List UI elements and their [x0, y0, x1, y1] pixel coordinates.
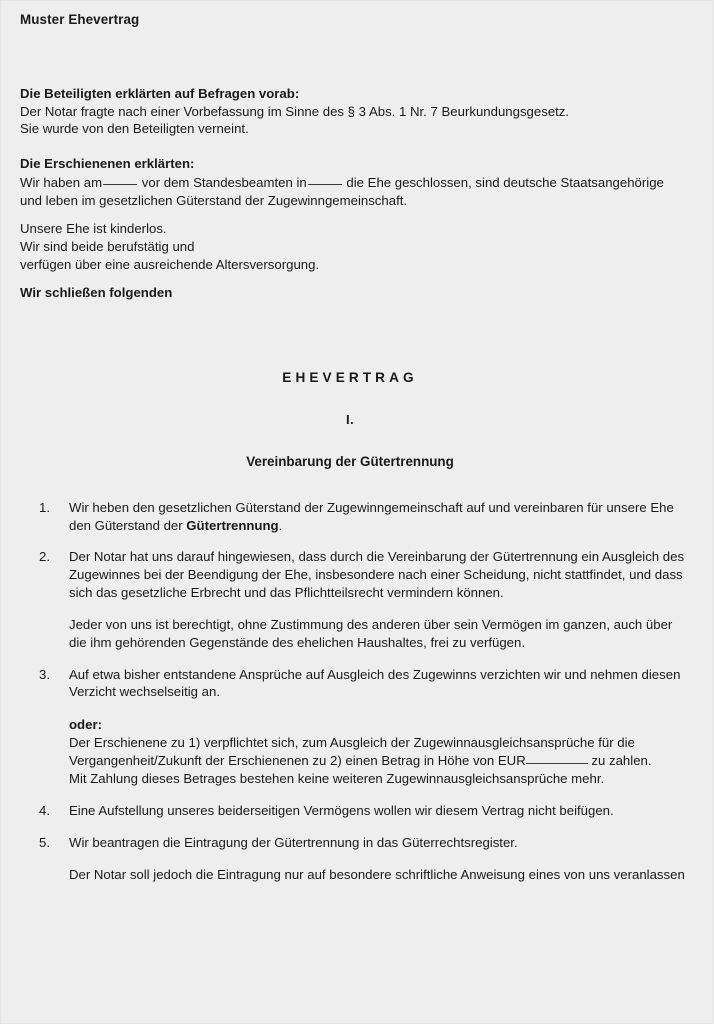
spacer	[15, 358, 685, 369]
clause-1-text-prefix: Wir heben den gesetzlichen Güterstand der Zugewinngemeinschaft auf und vereinbaren für unsere Ehe den Güterstand der	[69, 499, 674, 533]
alternative-line-2b: zu zahlen.	[591, 753, 652, 769]
alternative-line-2	[69, 751, 685, 770]
registry-office-blank[interactable]	[308, 173, 342, 185]
section-subtitle: Vereinbarung der Gütertrennung	[246, 453, 454, 469]
spacer	[20, 273, 685, 284]
clause-2-paragraph-2: Jeder von uns ist berechtigt, ohne Zustimmung des anderen über sein Vermögen im ganzen, auch über die ihm gehörenden Gegenstände des ehelichen Haushaltes, frei zu verfügen.	[69, 617, 673, 651]
list-item	[15, 834, 685, 884]
clause-2-paragraph-1: Der Notar hat uns darauf hingewiesen, dass durch die Vereinbarung der Gütertrennung ein Ausgleich des Zugewinnes bei der Beendigung der Ehe, insbesondere nach einer Scheidung, nicht stattfindet, und dass sich das gesetzliche Erbrecht und das Pflichtteilsrecht vermindern können.	[69, 549, 685, 600]
preamble-line-2: Sie wurde von den Beteiligten verneint.	[20, 121, 249, 137]
declaration-heading: Die Erschienenen erklärten:	[20, 156, 195, 172]
preamble-line-1: Der Notar fragte nach einer Vorbefassung im Sinne des § 3 Abs. 1 Nr. 7 Beurkundungsgesetz.	[20, 103, 570, 119]
declaration-line-1b: vor dem Standesbeamten in	[141, 174, 307, 190]
spacer	[15, 387, 685, 411]
declaration-block	[20, 155, 685, 302]
declaration-line-3: Unsere Ehe ist kinderlos.	[20, 221, 167, 237]
list-item	[15, 499, 685, 534]
spacer	[20, 209, 685, 220]
declaration-closing: Wir schließen folgenden	[20, 285, 173, 301]
eur-amount-blank[interactable]	[526, 751, 588, 763]
declaration-line-1a: Wir haben am	[20, 174, 103, 190]
clause-marker: 1.	[39, 499, 50, 515]
alternative-label: oder:	[69, 717, 102, 733]
marriage-date-blank[interactable]	[103, 173, 137, 185]
contract-title: EHEVERTRAG	[282, 370, 418, 386]
spacer	[15, 138, 685, 155]
declaration-line-1c: die Ehe geschlossen, sind deutsche	[346, 174, 557, 190]
clause-1-paragraph	[69, 499, 685, 534]
clause-marker: 4.	[39, 803, 50, 819]
declaration-line-2: Staatsangehörige und leben im gesetzlichen Güterstand der Zugewinngemeinschaft.	[20, 174, 664, 208]
alternative-line-3: Mit Zahlung dieses Betrages bestehen keine weiteren Zugewinnausgleichsansprüche mehr.	[69, 771, 605, 787]
alternative-line-1: Der Erschienene zu 1) verpflichtet sich, zum Ausgleich der Zugewinnausgleichsansprüche für die	[69, 734, 635, 750]
preamble-heading: Die Beteiligten erklärten auf Befragen vorab:	[20, 85, 300, 101]
preamble-block	[20, 85, 685, 138]
section-numeral: I.	[346, 412, 354, 428]
list-item	[15, 666, 685, 788]
clause-5-paragraph-1: Wir beantragen die Eintragung der Gütertrennung in das Güterrechtsregister.	[69, 834, 518, 850]
alternative-line-2a: Vergangenheit/Zukunft der Erschienenen zu 2) einen Betrag in Höhe von EUR	[69, 753, 526, 769]
spacer	[15, 429, 685, 453]
declaration-line-4: Wir sind beide berufstätig und	[20, 238, 195, 254]
spacer	[15, 302, 685, 358]
clause-1-emphasis: Gütertrennung	[186, 517, 279, 533]
clause-marker: 3.	[39, 666, 50, 682]
document-body	[1, 1, 713, 1023]
spacer	[15, 29, 685, 85]
list-item	[15, 548, 685, 651]
declaration-line-5: verfügen über eine ausreichende Altersversorgung.	[20, 256, 320, 272]
contract-clause-list	[15, 499, 685, 884]
page-title: Muster Ehevertrag	[20, 12, 140, 27]
clause-4-paragraph-1: Eine Aufstellung unseres beiderseitigen Vermögens wollen wir diesem Vertrag nicht beifügen.	[69, 803, 614, 819]
clause-5-paragraph-2: Der Notar soll jedoch die Eintragung nur auf besondere schriftliche Anweisung eines von uns veranlassen	[69, 867, 685, 883]
clause-marker: 5.	[39, 834, 50, 850]
declaration-paragraph-1	[20, 173, 685, 210]
clause-3-paragraph-1: Auf etwa bisher entstandene Ansprüche auf Ausgleich des Zugewinns verzichten wir und nehmen diesen Verzicht wechselseitig an.	[69, 666, 681, 700]
spacer	[15, 471, 685, 488]
list-item	[15, 802, 685, 820]
clause-1-text-suffix: .	[278, 517, 283, 533]
clause-marker: 2.	[39, 549, 50, 565]
spacer	[15, 488, 685, 499]
clause-3-alternative	[69, 716, 685, 788]
